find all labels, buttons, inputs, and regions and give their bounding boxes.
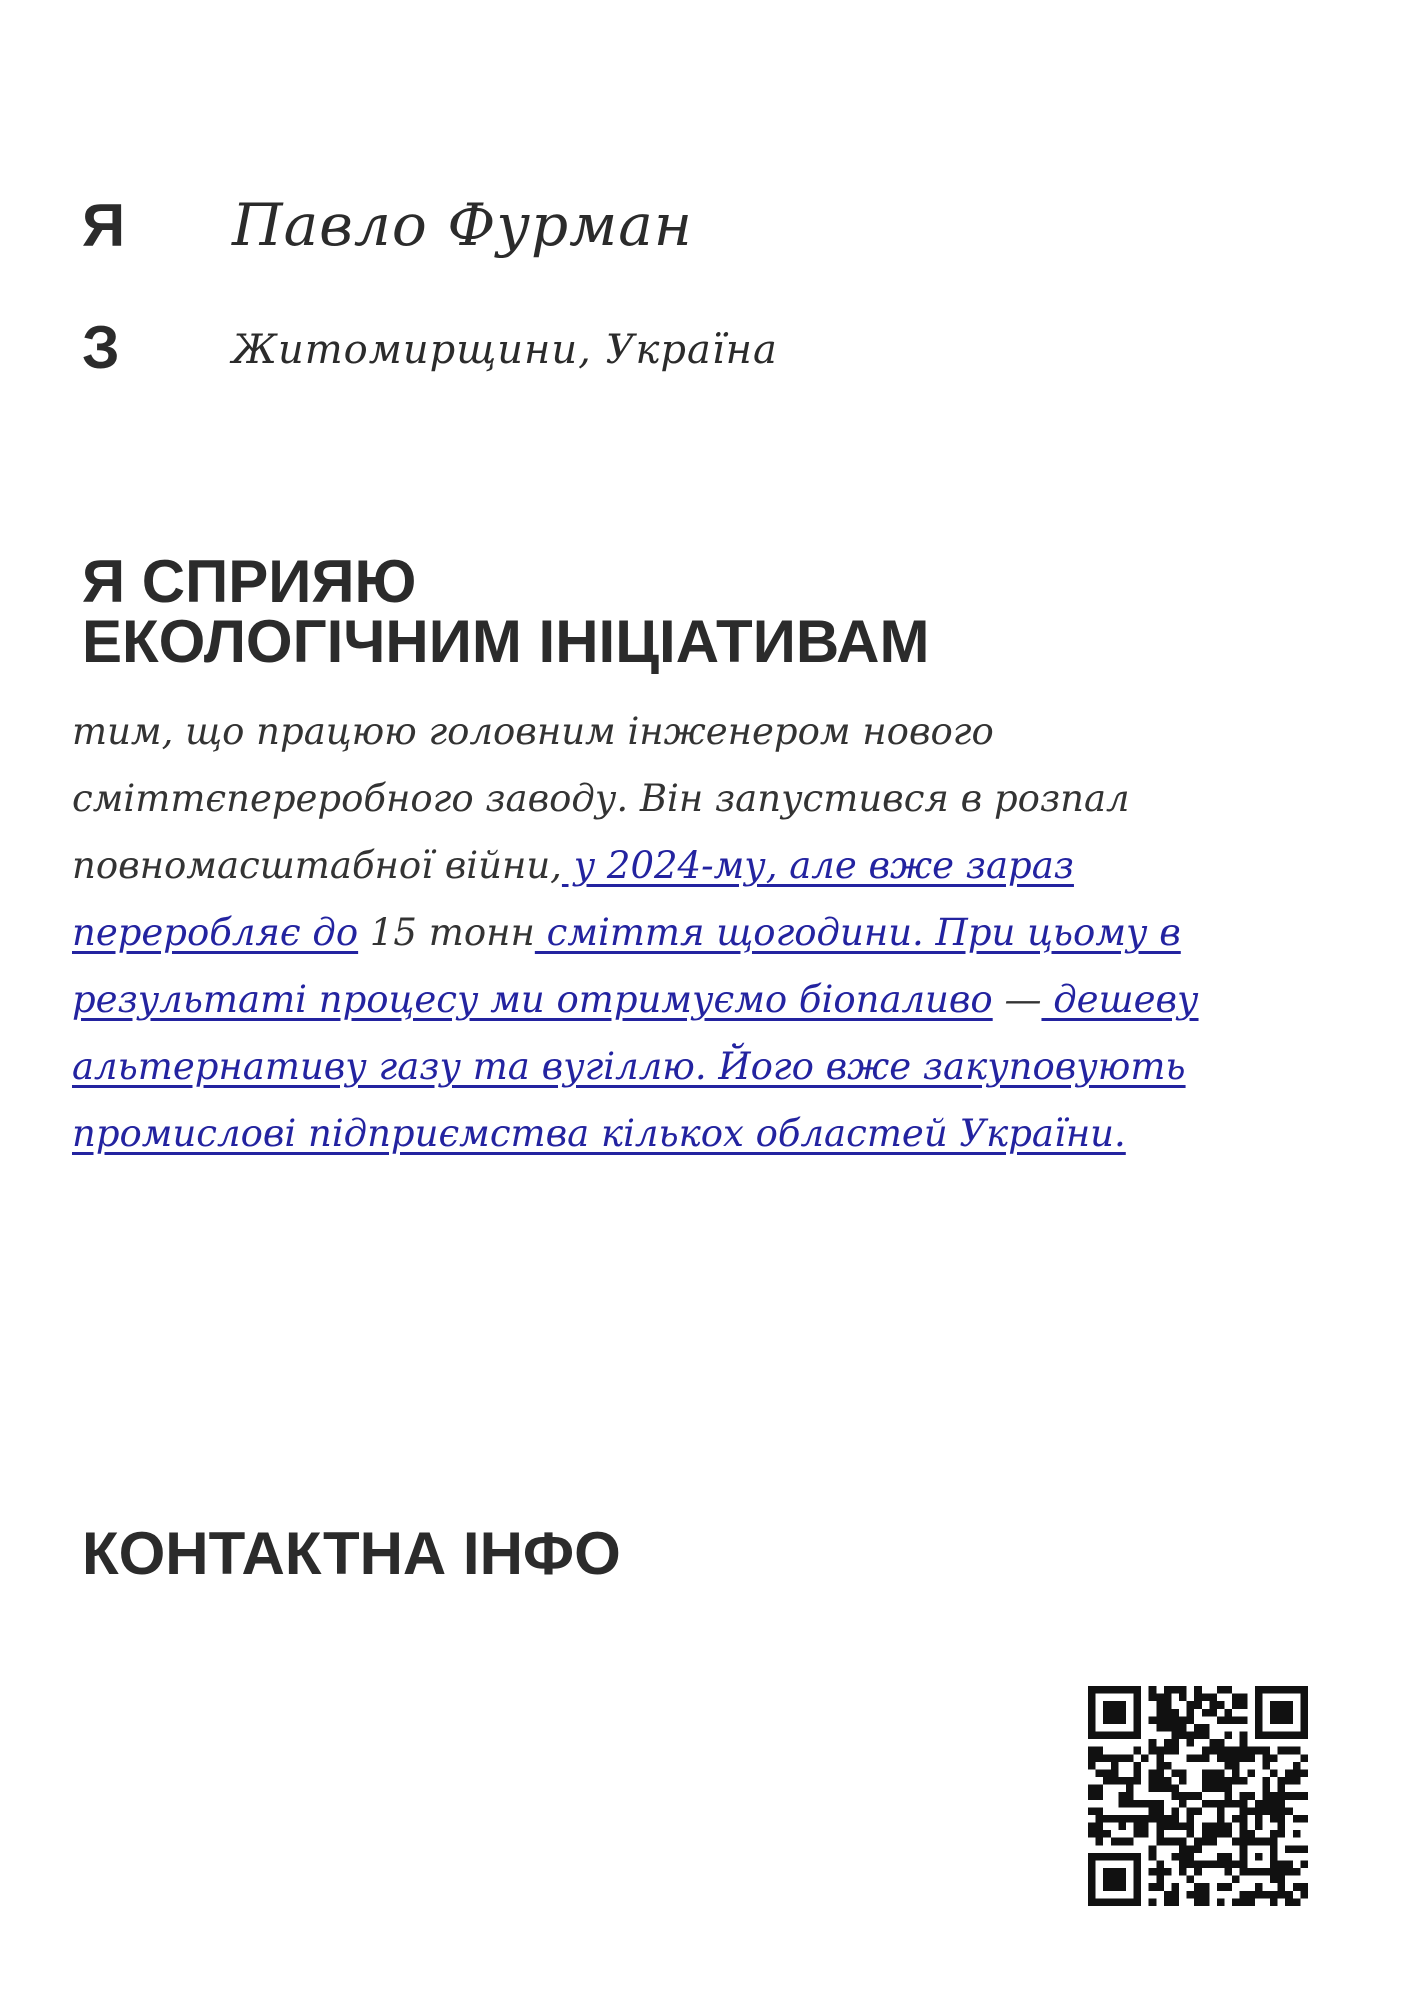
qr-code-icon[interactable]: [1088, 1686, 1308, 1906]
body-link-1[interactable]: у 2024-му, але вже зараз переробляє до: [72, 844, 1074, 954]
label-i: Я: [82, 192, 126, 259]
initiative-body: [72, 698, 1312, 1167]
initiative-heading-line1: Я СПРИЯЮ: [82, 548, 417, 615]
body-text-3: —: [992, 978, 1042, 1021]
body-link-3[interactable]: дешеву альтернативу газу та вугіллю. Його вже закуповують промислові підприємства кількох областей України.: [72, 978, 1199, 1155]
person-name: Павло Фурман: [232, 191, 693, 259]
body-text-1: тим, що працюю головним інженером нового сміттєпереробного заводу. Він запустився в розпал повномасштабної війни,: [72, 710, 1130, 887]
label-z: З: [82, 314, 120, 381]
body-text-2: 15 тонн: [358, 911, 535, 954]
body-link-2[interactable]: сміття щогодини. При цьому в результаті процесу ми отримуємо біопаливо: [72, 911, 1181, 1021]
initiative-heading-line2: ЕКОЛОГІЧНИМ ІНІЦІАТИВАМ: [82, 608, 930, 675]
initiative-heading: [82, 548, 930, 675]
person-origin: Житомирщини, Україна: [232, 327, 778, 373]
contact-heading: КОНТАКТНА ІНФО: [82, 1520, 621, 1587]
